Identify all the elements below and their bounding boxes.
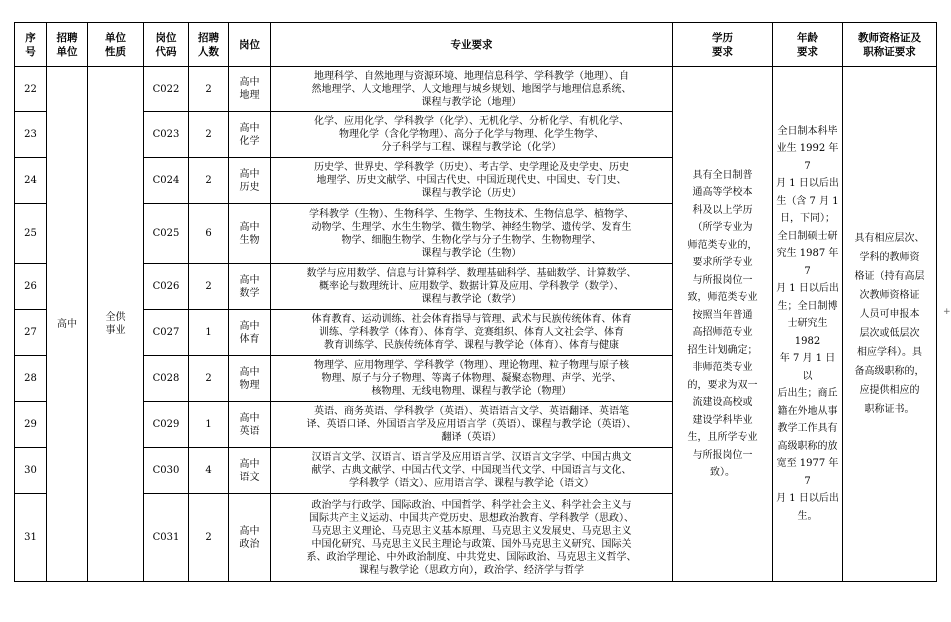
cell-count: 2 bbox=[189, 356, 229, 402]
cell-count: 1 bbox=[189, 310, 229, 356]
cell-count: 2 bbox=[189, 494, 229, 582]
cell-major: 物理学、应用物理学、学科教学（物理）、理论物理、粒子物理与原子核 物理、原子与分子物理、等离子体物理、凝聚态物理、声学、光学、 核物理、无线电物理、课程与教学论（物理） bbox=[271, 356, 673, 402]
cell-seq: 22 bbox=[15, 67, 47, 112]
header-count: 招聘 人数 bbox=[189, 23, 229, 67]
cell-code: C024 bbox=[144, 158, 189, 204]
cell-post: 高中 政治 bbox=[229, 494, 271, 582]
cell-edu-requirement: 具有全日制普 通高等学校本 科及以上学历 （所学专业为 师范类专业的， 要求所学专业 与所报岗位一 致，师范类专业 按照当年普通 高招师范专业 招生计划确定； 非师范类专业 的，要求为双一 流建设高校或 建设学科毕业 生，且所学专业 与所报岗位一 致）。 bbox=[673, 67, 773, 582]
cell-seq: 26 bbox=[15, 264, 47, 310]
cell-major: 政治学与行政学、国际政治、中国哲学、科学社会主义、科学社会主义与 国际共产主义运动、中国共产党历史、思想政治教育、学科教学（思政）、 马克思主义理论、马克思主义基本原理、马克思主义发展史、马克思主义 中国化研究、马克思主义民主理论与政策、国外马克思主义研究、国际关 系、政治学理论、中外政治制度、中共党史、国际政治、马克思主义哲学、 课程与教学论（思政方向），政治学、经济学与哲学 bbox=[271, 494, 673, 582]
cell-seq: 31 bbox=[15, 494, 47, 582]
cell-post: 高中 地理 bbox=[229, 67, 271, 112]
cell-post: 高中 体育 bbox=[229, 310, 271, 356]
cell-code: C025 bbox=[144, 204, 189, 264]
cell-code: C029 bbox=[144, 402, 189, 448]
cell-count: 1 bbox=[189, 402, 229, 448]
cell-code: C023 bbox=[144, 112, 189, 158]
cell-seq: 23 bbox=[15, 112, 47, 158]
cell-unit: 高中 bbox=[47, 67, 88, 582]
header-age: 年龄 要求 bbox=[773, 23, 843, 67]
cell-nature: 全供 事业 bbox=[88, 67, 144, 582]
cell-major: 汉语言文学、汉语言、语言学及应用语言学、汉语言文字学、中国古典文 献学、古典文献学、中国古代文学、中国现当代文学、中国语言与文化、 学科教学（语文）、应用语言学、课程与教学论（语文） bbox=[271, 448, 673, 494]
header-nature: 单位 性质 bbox=[88, 23, 144, 67]
cell-post: 高中 数学 bbox=[229, 264, 271, 310]
cell-code: C030 bbox=[144, 448, 189, 494]
cell-code: C022 bbox=[144, 67, 189, 112]
cell-major: 学科教学（生物）、生物科学、生物学、生物技术、生物信息学、植物学、 动物学、生理学、水生生物学、微生物学、神经生物学、遗传学、发育生 物学、细胞生物学、生物化学与分子生物学、生物物理学、 课程与教学论（生物） bbox=[271, 204, 673, 264]
cell-post: 高中 生物 bbox=[229, 204, 271, 264]
cell-count: 4 bbox=[189, 448, 229, 494]
cell-seq: 30 bbox=[15, 448, 47, 494]
cell-seq: 28 bbox=[15, 356, 47, 402]
cell-post: 高中 英语 bbox=[229, 402, 271, 448]
cell-major: 化学、应用化学、学科教学（化学）、无机化学、分析化学、有机化学、 物理化学（含化学物理）、高分子化学与物理、化学生物学、 分子科学与工程、课程与教学论（化学） bbox=[271, 112, 673, 158]
cell-code: C031 bbox=[144, 494, 189, 582]
cell-count: 2 bbox=[189, 158, 229, 204]
cell-post: 高中 语文 bbox=[229, 448, 271, 494]
header-code: 岗位 代码 bbox=[144, 23, 189, 67]
header-seq: 序 号 bbox=[15, 23, 47, 67]
table-row bbox=[15, 67, 937, 112]
cell-seq: 29 bbox=[15, 402, 47, 448]
cell-count: 2 bbox=[189, 264, 229, 310]
cell-post: 高中 化学 bbox=[229, 112, 271, 158]
cell-major: 英语、商务英语、学科教学（英语）、英语语言文学、英语翻译、英语笔 译、英语口译、外国语言学及应用语言学（英语）、课程与教学论（英语）、 翻译（英语） bbox=[271, 402, 673, 448]
cell-code: C028 bbox=[144, 356, 189, 402]
cell-major: 地理科学、自然地理与资源环境、地理信息科学、学科教学（地理）、自 然地理学、人文地理学、人文地理与城乡规划、地图学与地理信息系统、 课程与教学论（地理） bbox=[271, 67, 673, 112]
plus-marker-icon: + bbox=[943, 307, 951, 317]
cell-seq: 25 bbox=[15, 204, 47, 264]
cell-code: C026 bbox=[144, 264, 189, 310]
cell-major: 体育教育、运动训练、社会体育指导与管理、武术与民族传统体育、体育 训练、学科教学（体育）、体育学、竞赛组织、体育人文社会学、体育 教育训练学、民族传统体育学、课程与教学论（体育）、体育与健康 bbox=[271, 310, 673, 356]
cell-count: 2 bbox=[189, 67, 229, 112]
cell-post: 高中 物理 bbox=[229, 356, 271, 402]
header-post: 岗位 bbox=[229, 23, 271, 67]
header-row bbox=[15, 23, 937, 67]
header-cert: 教师资格证及 职称证要求 bbox=[843, 23, 937, 67]
header-major: 专业要求 bbox=[271, 23, 673, 67]
cell-code: C027 bbox=[144, 310, 189, 356]
cell-seq: 24 bbox=[15, 158, 47, 204]
cell-cert-requirement: 具有相应层次、 学科的教师资 格证（持有高层 次教师资格证 人员可申报本 层次或低层次 相应学科）。具 备高级职称的， 应提供相应的 职称证书。 bbox=[843, 67, 937, 582]
cell-seq: 27 bbox=[15, 310, 47, 356]
cell-major: 历史学、世界史、学科教学（历史）、考古学、史学理论及史学史、历史 地理学、历史文献学、中国古代史、中国近现代史、中国史、专门史、 课程与教学论（历史） bbox=[271, 158, 673, 204]
cell-count: 6 bbox=[189, 204, 229, 264]
header-unit: 招聘 单位 bbox=[47, 23, 88, 67]
recruitment-table bbox=[14, 22, 937, 582]
cell-major: 数学与应用数学、信息与计算科学、数理基础科学、基础数学、计算数学、 概率论与数理统计、应用数学、数据计算及应用、学科教学（数学）、 课程与教学论（数学） bbox=[271, 264, 673, 310]
cell-post: 高中 历史 bbox=[229, 158, 271, 204]
cell-count: 2 bbox=[189, 112, 229, 158]
header-edu: 学历 要求 bbox=[673, 23, 773, 67]
cell-age-requirement: 全日制本科毕 业生 1992 年 7 月 1 日以后出 生（含 7 月 1 日，下同）； 全日制硕士研 究生 1987 年 7 月 1 日以后出 生；全日制博 士研究生 1982 年 7 月 1 日以 后出生；商丘 籍在外地从事 教学工作具有 高级职称的放 宽至 1977 年 7 月 1 日以后出 生。 bbox=[773, 67, 843, 582]
